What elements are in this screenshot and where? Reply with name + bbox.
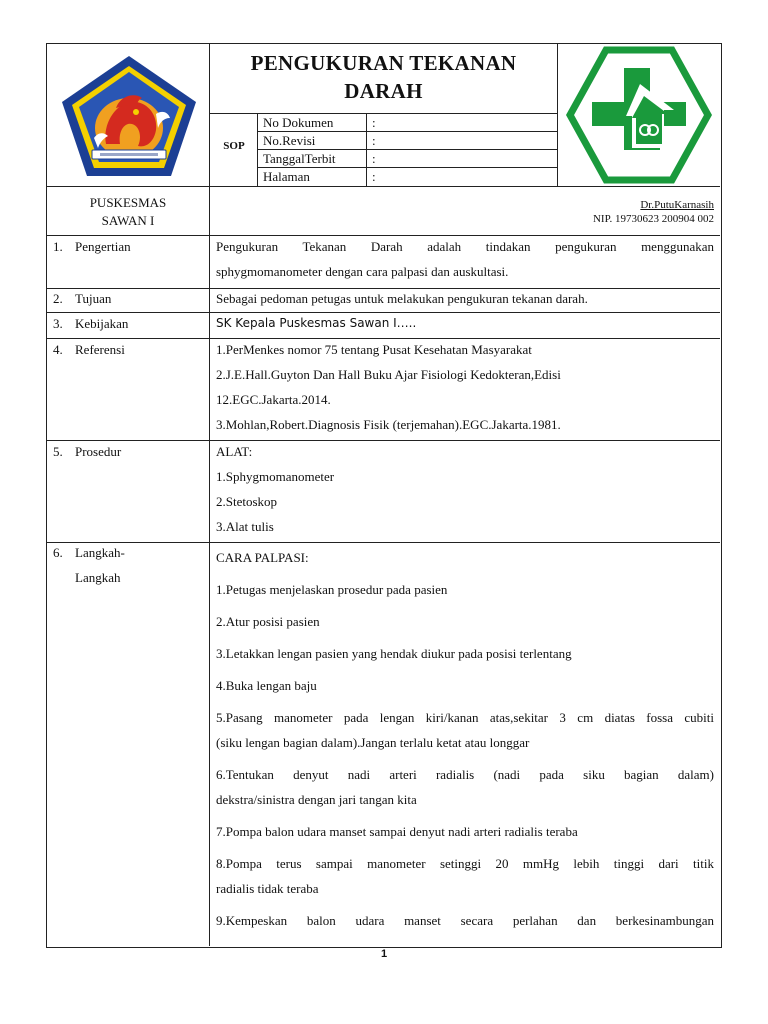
organization-name [47, 194, 209, 230]
content-line: SK Kepala Puskesmas Sawan I….. [216, 316, 417, 330]
title-line-2: DARAH [344, 79, 423, 103]
section-number: 5. [53, 444, 63, 459]
meta-value-page: : [372, 169, 376, 184]
section-content-kebijakan [216, 311, 714, 336]
section-number: 1. [53, 239, 63, 254]
label-line-2: Langkah [75, 570, 121, 585]
section-label-tujuan: Tujuan [75, 291, 112, 306]
logo-divider [557, 43, 558, 186]
meta-value-document-number: : [372, 115, 376, 130]
meta-label-page: Halaman [263, 169, 310, 184]
content-line: 3.Letakkan lengan pasien yang hendak diukur pada posisi terlentang [216, 646, 572, 661]
meta-label-issue-date: TanggalTerbit [263, 151, 336, 166]
content-line: 1.Petugas menjelaskan prosedur pada pasien [216, 582, 448, 597]
content-line: (siku lengan bagian dalam).Jangan terlalu ketat atau longgar [216, 735, 530, 750]
content-line: CARA PALPASI: [216, 550, 309, 565]
row-divider [46, 542, 720, 543]
meta-label-document-number: No Dokumen [263, 115, 334, 130]
header-divider [46, 186, 720, 187]
section-content-langkah [216, 545, 714, 933]
content-line: 2.Stetoskop [216, 494, 278, 509]
section-label-kebijakan: Kebijakan [75, 316, 129, 331]
content-line: 5.Pasang manometer pada lengan kiri/kanan atas,sekitar 3 cm diatas fossa cubiti [216, 710, 714, 725]
org-line-2: SAWAN I [101, 213, 155, 228]
meta-value-issue-date: : [372, 151, 376, 166]
content-line: 6.Tentukan denyut nadi arteri radialis (nadi pada siku bagian dalam) [216, 767, 714, 782]
page-number: 1 [380, 948, 388, 960]
content-line: 3.Mohlan,Robert.Diagnosis Fisik (terjemahan).EGC.Jakarta.1981. [216, 417, 561, 432]
section-label-pengertian: Pengertian [75, 239, 131, 254]
content-line: ALAT: [216, 444, 253, 459]
content-line: 3.Alat tulis [216, 519, 274, 534]
content-line: 7.Pompa balon udara manset sampai denyut nadi arteri radialis teraba [216, 824, 578, 839]
meta-label-revision: No.Revisi [263, 133, 316, 148]
column-divider [209, 43, 210, 946]
section-label-referensi: Referensi [75, 342, 125, 357]
title-line-1: PENGUKURAN TEKANAN [250, 51, 517, 75]
meta-value-revision: : [372, 133, 376, 148]
content-line: sphygmomanometer dengan cara palpasi dan auskultasi. [216, 264, 509, 279]
section-number: 4. [53, 342, 63, 357]
content-line: 8.Pompa terus sampai manometer setinggi 20 mmHg lebih tinggi dari titik [216, 856, 714, 871]
content-line: Pengukuran Tekanan Darah adalah tindakan pengukuran menggunakan [216, 239, 714, 254]
signer-nip: NIP. 19730623 200904 002 [592, 213, 714, 225]
section-content-prosedur [216, 439, 714, 539]
document-title [211, 49, 556, 105]
label-line-1: Langkah- [75, 545, 125, 560]
content-line: 4.Buka lengan baju [216, 678, 317, 693]
sop-label: SOP [223, 140, 245, 152]
content-line: 9.Kempeskan balon udara manset secara perlahan dan berkesinambungan [216, 913, 714, 928]
content-line: 2.Atur posisi pasien [216, 614, 320, 629]
org-line-1: PUSKESMAS [89, 195, 167, 210]
content-line: 1.PerMenkes nomor 75 tentang Pusat Kesehatan Masyarakat [216, 342, 532, 357]
section-content-tujuan [216, 286, 714, 311]
signer-name: Dr.PutuKarnasih [640, 199, 714, 211]
title-divider [209, 113, 557, 114]
section-content-pengertian [216, 234, 714, 284]
content-line: 12.EGC.Jakarta.2014. [216, 392, 331, 407]
section-number: 2. [53, 291, 63, 306]
section-label-langkah [75, 540, 125, 590]
content-line: dekstra/sinistra dengan jari tangan kita [216, 792, 417, 807]
section-label-prosedur: Prosedur [75, 444, 122, 459]
puskesmas-cross-logo [564, 46, 714, 184]
content-line: Sebagai pedoman petugas untuk melakukan pengukuran tekanan darah. [216, 291, 588, 306]
section-number: 3. [53, 316, 63, 331]
section-number: 6. [53, 545, 63, 560]
content-line: radialis tidak teraba [216, 881, 319, 896]
content-line: 2.J.E.Hall.Guyton Dan Hall Buku Ajar Fisiologi Kedokteran,Edisi [216, 367, 561, 382]
content-line: 1.Sphygmomanometer [216, 469, 335, 484]
section-content-referensi [216, 337, 714, 437]
regional-emblem-logo [58, 52, 200, 180]
signer-block [558, 198, 714, 226]
